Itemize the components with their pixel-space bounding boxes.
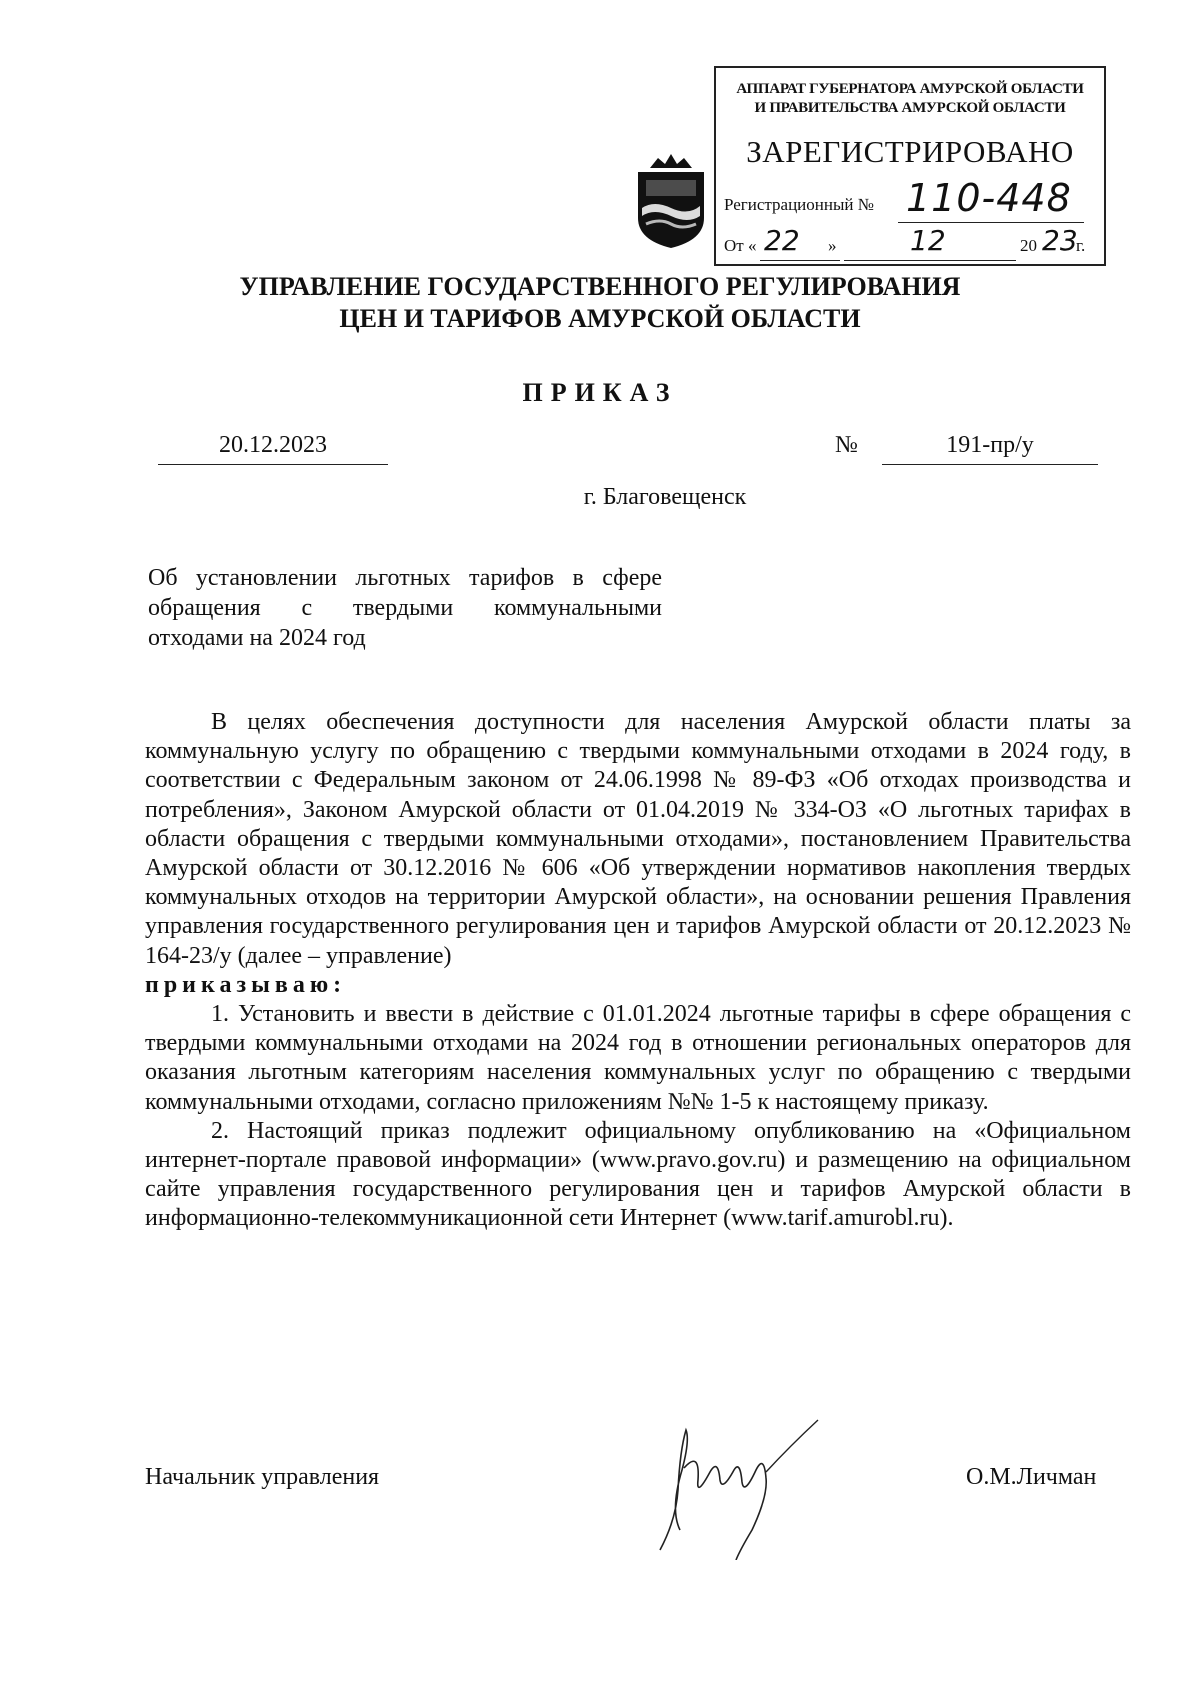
document-title: ПРИКАЗ xyxy=(522,378,678,407)
order-date: 20.12.2023 xyxy=(219,432,327,458)
stamp-number-label: Регистрационный № xyxy=(724,195,874,214)
city-name: г. Благовещенск xyxy=(583,484,747,510)
order-item-1: 1. Установить и ввести в действие с 01.01.2024 льготные тарифы в сфере обращения с твердыми коммунальными отходами на 2024 год в отношении региональных операторов для оказания льготным категориям населения коммунальных услуг по обращению с твердыми коммунальными отходами, согласно приложениям №№ 1-5 к настоящему приказу. xyxy=(145,1001,1131,1115)
agency-name-line1: УПРАВЛЕНИЕ ГОСУДАРСТВЕННОГО РЕГУЛИРОВАНИЯ xyxy=(239,272,961,301)
stamp-date-row xyxy=(724,224,1104,266)
agency-name-line2: ЦЕН И ТАРИФОВ АМУРСКОЙ ОБЛАСТИ xyxy=(339,304,861,333)
signatory-role: Начальник управления xyxy=(145,1464,380,1490)
stamp-month-line xyxy=(844,260,1016,261)
stamp-registered-label: ЗАРЕГИСТРИРОВАНО xyxy=(746,134,1074,169)
stamp-day-line xyxy=(760,260,840,261)
order-number-underline xyxy=(882,464,1098,465)
handwritten-signature xyxy=(640,1410,830,1560)
coat-of-arms-emblem xyxy=(630,150,712,250)
stamp-date-suffix: г. xyxy=(1076,236,1086,255)
order-number-sign: № xyxy=(835,432,858,458)
stamp-number-handwritten: 110-448 xyxy=(906,176,1072,220)
order-number: 191-пр/у xyxy=(946,432,1034,458)
order-word: приказываю: xyxy=(145,971,347,998)
stamp-org-line2: И ПРАВИТЕЛЬСТВА АМУРСКОЙ ОБЛАСТИ xyxy=(754,100,1066,116)
subject-line3: отходами на 2024 год xyxy=(148,625,366,651)
order-body xyxy=(145,708,1131,1234)
stamp-date-close: » xyxy=(828,236,837,255)
stamp-date-month: 12 xyxy=(910,224,946,257)
registration-stamp xyxy=(714,66,1106,266)
signatory-name: О.М.Личман xyxy=(966,1464,1097,1490)
stamp-date-year-prefix: 20 xyxy=(1020,236,1037,255)
stamp-date-day: 22 xyxy=(764,224,800,257)
order-subject xyxy=(148,563,662,653)
stamp-number-line xyxy=(898,222,1084,223)
subject-line1: Об установлении льготных тарифов в сфере xyxy=(148,565,662,591)
stamp-date-prefix: От « xyxy=(724,236,757,255)
order-date-underline xyxy=(158,464,388,465)
stamp-date-year: 23 xyxy=(1042,224,1078,257)
preamble-paragraph: В целях обеспечения доступности для населения Амурской области платы за коммунальную услугу по обращению с твердыми коммунальными отходами в 2024 году, в соответствии с Федеральным законом от 24.06.1998 № 89-ФЗ «Об отходах производства и потребления», Законом Амурской области от 01.04.2019 № 334-ОЗ «О льготных тарифах в области обращения с твердыми коммунальными отходами», постановлением Правительства Амурской области от 30.12.2016 № 606 «Об утверждении нормативов накопления твердых коммунальных отходов на территории Амурской области», на основании решения Правления управления государственного регулирования цен и тарифов Амурской области от 20.12.2023 № 164-23/у (далее – управление) xyxy=(145,709,1131,969)
stamp-org-line1: АППАРАТ ГУБЕРНАТОРА АМУРСКОЙ ОБЛАСТИ xyxy=(736,81,1084,97)
subject-line2: обращения с твердыми коммунальными xyxy=(148,595,662,621)
order-item-2: 2. Настоящий приказ подлежит официальному опубликованию на «Официальном интернет-портале правовой информации» (www.pravo.gov.ru) и размещению на официальном сайте управления государственного регулирования цен и тарифов Амурской области в информационно-телекоммуникационной сети Интернет (www.tarif.amurobl.ru). xyxy=(145,1117,1131,1232)
